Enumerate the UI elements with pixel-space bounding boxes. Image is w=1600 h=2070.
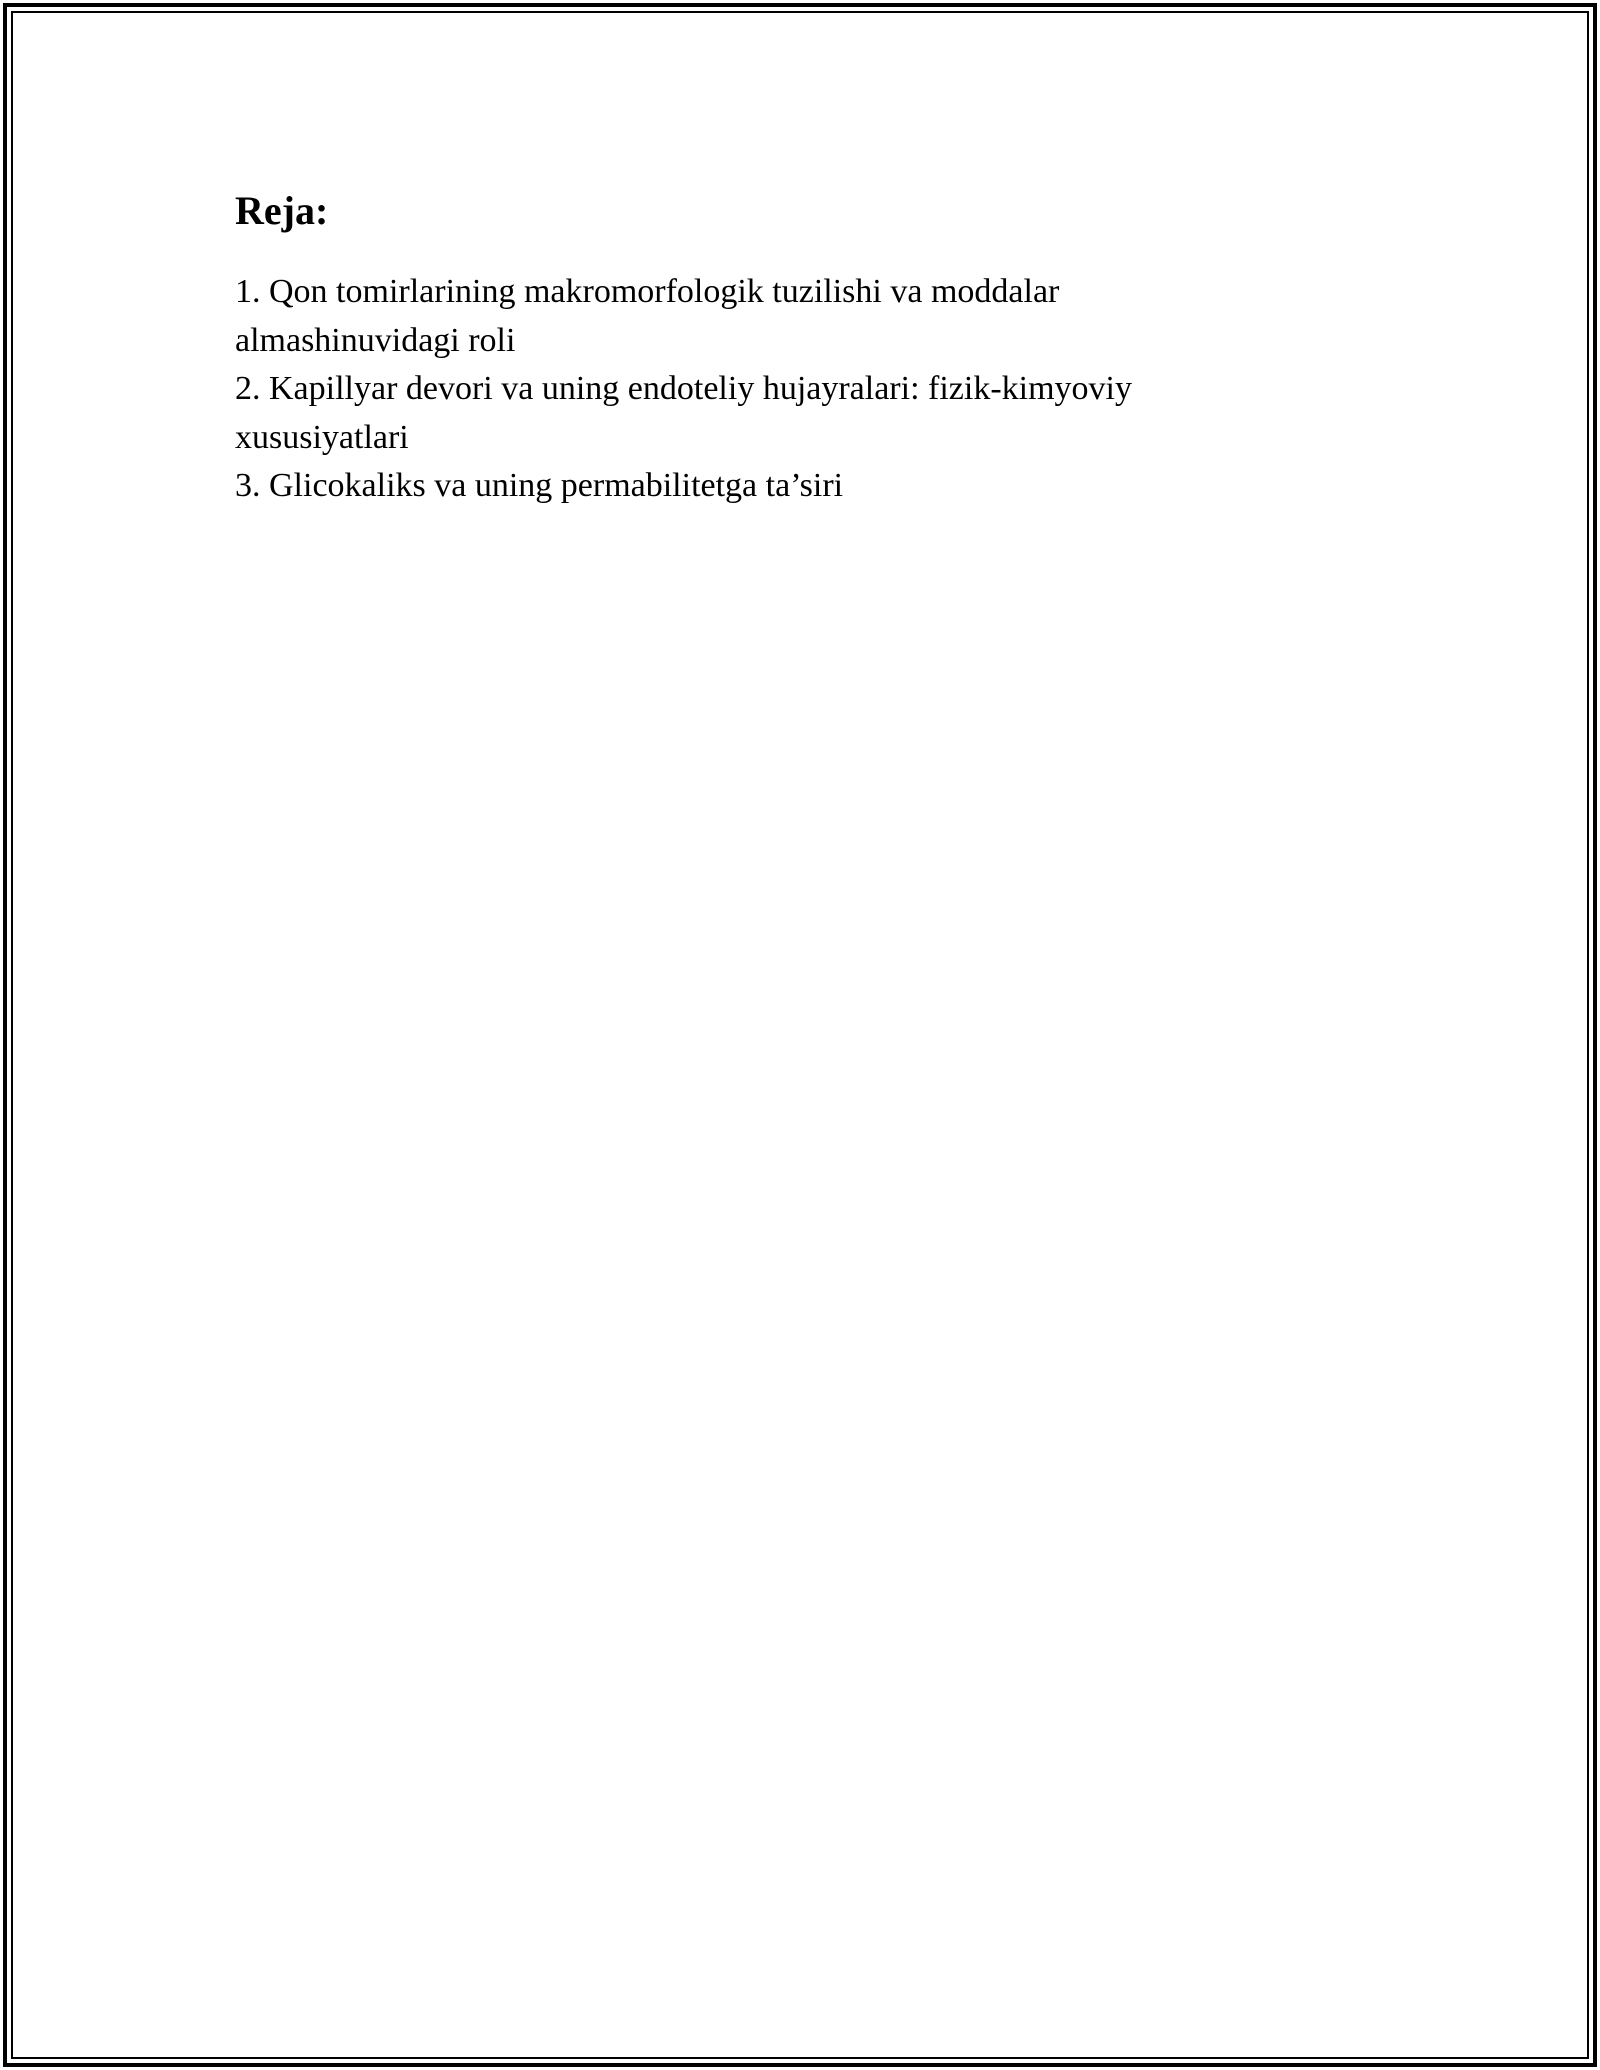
plan-item-3: 3. Glicokaliks va uning permabilitetga ta’siri — [235, 467, 844, 504]
plan-item-2: 2. Kapillyar devori va uning endoteliy hujayralari: fizik-kimyoviy xususiyatlari — [235, 370, 1132, 456]
plan-item-1: 1. Qon tomirlarining makromorfologik tuzilishi va moddalar almashinuvidagi roli — [235, 273, 1060, 359]
page-content — [235, 184, 1255, 511]
plan-list — [235, 268, 1255, 511]
plan-heading: Reja: — [235, 188, 329, 233]
